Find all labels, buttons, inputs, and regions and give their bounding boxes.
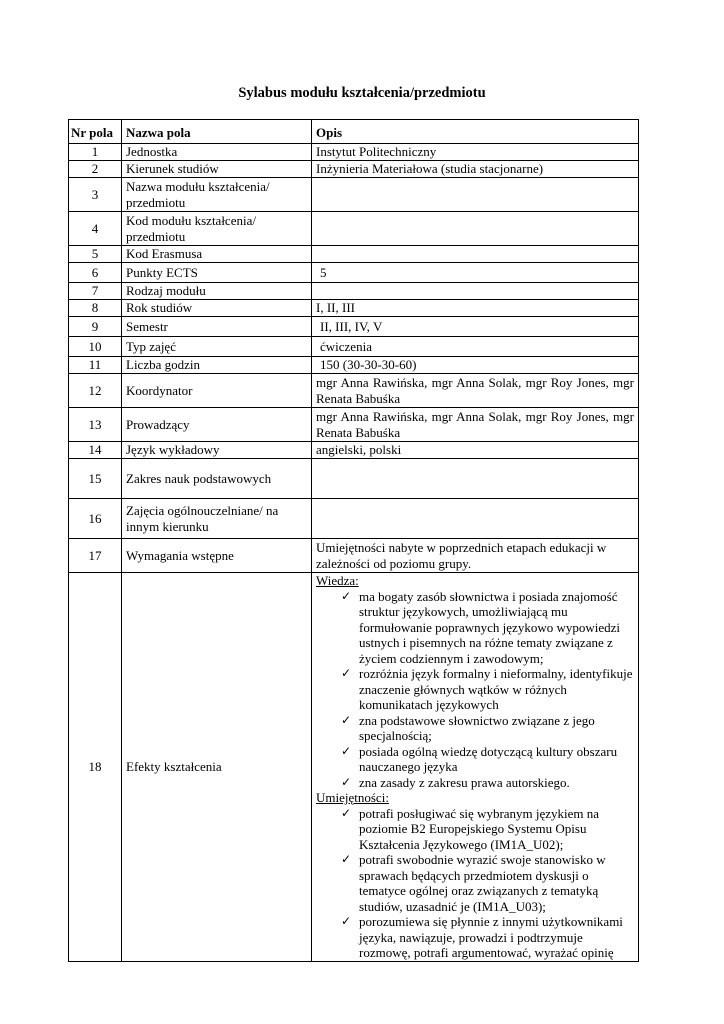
field-value — [312, 499, 639, 539]
field-number: 15 — [69, 459, 122, 499]
table-body — [69, 144, 639, 962]
field-name: Kod modułu kształcenia/ przedmiotu — [122, 212, 312, 246]
field-number: 13 — [69, 408, 122, 442]
header-name: Nazwa pola — [122, 120, 312, 144]
skills-label: Umiejętności: — [316, 790, 389, 805]
field-name: Zajęcia ogólnouczelniane/ na innym kierunku — [122, 499, 312, 539]
table-row — [69, 357, 639, 374]
field-name: Rodzaj modułu — [122, 283, 312, 300]
field-name: Wymagania wstępne — [122, 539, 312, 573]
document-title: Sylabus modułu kształcenia/przedmiotu — [238, 85, 486, 101]
header-nr: Nr pola — [69, 120, 122, 144]
field-number: 2 — [69, 161, 122, 178]
table-row — [69, 408, 639, 442]
table-row — [69, 499, 639, 539]
field-name: Kod Erasmusa — [122, 246, 312, 263]
table-row — [69, 300, 639, 317]
field-value: Instytut Politechniczny — [312, 144, 639, 161]
field-name: Efekty kształcenia — [122, 573, 312, 962]
field-name: Punkty ECTS — [122, 263, 312, 283]
field-value — [312, 459, 639, 499]
field-name: Jednostka — [122, 144, 312, 161]
header-description: Opis — [312, 120, 639, 144]
table-row-learning-outcomes — [69, 573, 639, 962]
field-name: Liczba godzin — [122, 357, 312, 374]
field-number: 5 — [69, 246, 122, 263]
field-name: Semestr — [122, 317, 312, 337]
knowledge-list — [316, 589, 634, 791]
field-number: 17 — [69, 539, 122, 573]
knowledge-label: Wiedza: — [316, 573, 359, 588]
field-value: 150 (30-30-30-60) — [312, 357, 639, 374]
table-row — [69, 539, 639, 573]
field-number: 1 — [69, 144, 122, 161]
field-number: 9 — [69, 317, 122, 337]
field-value: Inżynieria Materiałowa (studia stacjonarne) — [312, 161, 639, 178]
field-number: 14 — [69, 442, 122, 459]
field-number: 3 — [69, 178, 122, 212]
field-number: 18 — [69, 573, 122, 962]
checkmark-list-item: ✓ zna zasady z zakresu prawa autorskiego. — [343, 775, 634, 791]
field-name: Rok studiów — [122, 300, 312, 317]
checkmark-list-item: ✓ zna podstawowe słownictwo związane z jego specjalnością; — [343, 713, 634, 744]
field-name: Kierunek studiów — [122, 161, 312, 178]
field-number: 16 — [69, 499, 122, 539]
learning-outcomes-cell — [312, 573, 639, 962]
checkmark-list-item: ✓ potrafi posługiwać się wybranym językiem na poziomie B2 Europejskiego Systemu Opisu Kształcenia Językowego (IM1A_U02); — [343, 806, 634, 853]
field-name: Koordynator — [122, 374, 312, 408]
field-value: I, II, III — [312, 300, 639, 317]
syllabus-table — [68, 119, 639, 962]
table-row — [69, 283, 639, 300]
table-row — [69, 459, 639, 499]
field-value: 5 — [312, 263, 639, 283]
table-row — [69, 337, 639, 357]
field-value — [312, 212, 639, 246]
field-value: mgr Anna Rawińska, mgr Anna Solak, mgr Roy Jones, mgr Renata Babuśka — [312, 374, 639, 408]
table-row — [69, 442, 639, 459]
table-row — [69, 161, 639, 178]
table-row — [69, 246, 639, 263]
field-name: Prowadzący — [122, 408, 312, 442]
field-value — [312, 178, 639, 212]
field-value: ćwiczenia — [312, 337, 639, 357]
field-number: 8 — [69, 300, 122, 317]
table-row — [69, 317, 639, 337]
field-name: Język wykładowy — [122, 442, 312, 459]
field-value: mgr Anna Rawińska, mgr Anna Solak, mgr Roy Jones, mgr Renata Babuśka — [312, 408, 639, 442]
checkmark-list-item: ✓ potrafi swobodnie wyrazić swoje stanowisko w sprawach będących przedmiotem dyskusji o tematyce ogólnej oraz związanych z tematyką studiów, uzasadnić je (IM1A_U03); — [343, 852, 634, 914]
field-name: Zakres nauk podstawowych — [122, 459, 312, 499]
field-number: 11 — [69, 357, 122, 374]
table-header-row — [69, 120, 639, 144]
checkmark-list-item: ✓ posiada ogólną wiedzę dotyczącą kultury obszaru nauczanego języka — [343, 744, 634, 775]
checkmark-list-item: ✓ rozróżnia język formalny i nieformalny, identyfikuje znaczenie głównych wątków w różnych komunikatach językowych — [343, 666, 634, 713]
field-name: Typ zajęć — [122, 337, 312, 357]
field-value — [312, 283, 639, 300]
field-name: Nazwa modułu kształcenia/ przedmiotu — [122, 178, 312, 212]
table-row — [69, 263, 639, 283]
field-value: II, III, IV, V — [312, 317, 639, 337]
checkmark-list-item: ✓ ma bogaty zasób słownictwa i posiada znajomość struktur językowych, umożliwiającą mu formułowanie poprawnych językowo wypowiedzi ustnych i pisemnych na różne tematy związane z życiem codziennym i zawodowym; — [343, 589, 634, 667]
table-row — [69, 212, 639, 246]
field-number: 10 — [69, 337, 122, 357]
table-row — [69, 144, 639, 161]
field-value: angielski, polski — [312, 442, 639, 459]
table-row — [69, 178, 639, 212]
field-number: 7 — [69, 283, 122, 300]
field-number: 6 — [69, 263, 122, 283]
field-value: Umiejętności nabyte w poprzednich etapach edukacji w zależności od poziomu grupy. — [312, 539, 639, 573]
field-number: 4 — [69, 212, 122, 246]
table-row — [69, 374, 639, 408]
skills-list — [316, 806, 634, 961]
checkmark-list-item: ✓ porozumiewa się płynnie z innymi użytkownikami języka, nawiązuje, prowadzi i podtrzymuje rozmowę, potrafi argumentować, wyrażać opinię — [343, 914, 634, 961]
field-value — [312, 246, 639, 263]
field-number: 12 — [69, 374, 122, 408]
